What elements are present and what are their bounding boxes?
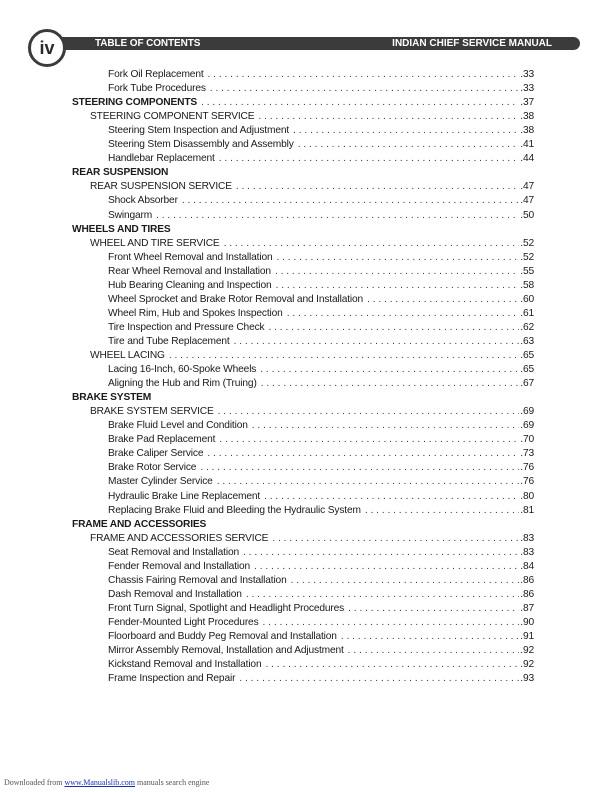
toc-entry[interactable]	[90, 532, 534, 546]
toc-entry[interactable]	[72, 96, 534, 110]
toc-leader-dots	[239, 672, 519, 686]
toc-entry-page: .91	[520, 631, 534, 642]
toc-leader-dots	[236, 180, 519, 194]
toc-entry-title: Fork Oil Replacement	[108, 69, 204, 80]
toc-leader-dots	[265, 658, 519, 672]
toc-leader-dots	[264, 490, 519, 504]
toc-leader-dots	[217, 475, 520, 489]
toc-entry[interactable]	[108, 209, 534, 223]
toc-leader-dots	[219, 433, 519, 447]
toc-entry[interactable]	[108, 546, 534, 560]
toc-entry-title: WHEELS AND TIRES	[72, 223, 171, 235]
toc-entry[interactable]	[108, 82, 534, 96]
toc-leader-dots	[260, 363, 519, 377]
toc-entry-title: Wheel Sprocket and Brake Rotor Removal and Installation	[108, 293, 364, 305]
toc-entry-page: .52	[520, 237, 534, 249]
toc-entry-title: FRAME AND ACCESSORIES	[72, 518, 207, 530]
toc-entry[interactable]	[108, 504, 534, 518]
toc-entry-page: .83	[520, 532, 534, 544]
toc-entry[interactable]	[108, 307, 534, 321]
toc-entry[interactable]	[108, 265, 534, 279]
toc-leader-dots	[182, 194, 519, 208]
toc-entry-page: .33	[520, 83, 534, 95]
toc-entry-title: BRAKE SYSTEM	[72, 392, 152, 404]
toc-entry-page: .44	[520, 153, 534, 165]
toc-leader-dots	[348, 602, 519, 616]
toc-entry[interactable]	[90, 237, 534, 251]
toc-entry-page: .69	[520, 420, 534, 432]
toc-entry-page: .65	[520, 350, 534, 361]
toc-entry-page: .90	[520, 616, 534, 628]
toc-entry[interactable]	[108, 475, 534, 489]
toc-entry-page: .62	[520, 321, 534, 333]
page-number: iv	[39, 37, 55, 58]
toc-entry-page: .38	[520, 125, 534, 137]
toc-entry[interactable]	[108, 68, 534, 82]
toc-entry-title: Replacing Brake Fluid and Bleeding the Hydraulic System	[108, 504, 361, 516]
toc-entry-title: Brake Rotor Service	[108, 462, 197, 474]
toc-entry[interactable]	[108, 363, 534, 377]
toc-leader-dots	[201, 96, 519, 110]
toc-entry[interactable]	[108, 251, 534, 265]
toc-leader-dots	[272, 532, 519, 546]
toc-entry-page: .87	[520, 602, 534, 614]
toc-entry-page: .80	[520, 490, 534, 502]
toc-entry-title: Mirror Assembly Removal, Installation and Adjustment	[108, 645, 344, 657]
toc-entry-title: Dash Removal and Installation	[108, 588, 242, 600]
toc-entry-title: STEERING COMPONENTS	[72, 97, 198, 109]
toc-leader-dots	[261, 377, 520, 391]
toc-entry[interactable]	[108, 490, 534, 504]
toc-entry-title: Steering Stem Disassembly and Assembly	[108, 139, 294, 151]
toc-entry-title: Handlebar Replacement	[108, 153, 215, 165]
toc-entry-title: Brake Caliper Service	[108, 448, 204, 460]
toc-entry[interactable]	[108, 461, 534, 475]
toc-entry[interactable]	[108, 560, 534, 574]
toc-entry-page: .69	[520, 406, 534, 418]
toc-leader-dots	[263, 616, 520, 630]
toc-entry[interactable]	[108, 377, 534, 391]
toc-entry-title: Kickstand Removal and Installation	[108, 659, 262, 671]
toc-entry[interactable]	[108, 616, 534, 630]
toc-entry-title: Shock Absorber	[108, 195, 178, 207]
toc-leader-dots	[252, 419, 520, 433]
toc-entry-page: .61	[520, 307, 534, 319]
page-number-badge	[28, 29, 66, 67]
toc-entry[interactable]	[108, 138, 534, 152]
toc-entry[interactable]	[90, 405, 534, 419]
section-title: TABLE OF CONTENTS	[95, 38, 201, 49]
toc-entry-title: WHEEL LACING	[90, 350, 165, 361]
toc-entry[interactable]	[108, 672, 534, 686]
toc-entry-title: Tire Inspection and Pressure Check	[108, 321, 265, 333]
toc-entry[interactable]	[108, 658, 534, 672]
toc-entry-title: Swingarm	[108, 209, 153, 221]
toc-entry-title: Wheel Rim, Hub and Spokes Inspection	[108, 307, 283, 319]
toc-entry-title: Floorboard and Buddy Peg Removal and Installation	[108, 631, 337, 642]
toc-entry-title: Rear Wheel Removal and Installation	[108, 265, 271, 277]
toc-entry-title: Front Turn Signal, Spotlight and Headlight Procedures	[108, 602, 345, 614]
toc-entry-title: BRAKE SYSTEM SERVICE	[90, 406, 214, 418]
toc-entry[interactable]	[108, 433, 534, 447]
toc-entry-title: FRAME AND ACCESSORIES SERVICE	[90, 532, 269, 544]
toc-leader-dots	[218, 405, 520, 419]
toc-entry-title: Brake Fluid Level and Condition	[108, 420, 248, 432]
manual-title: INDIAN CHIEF SERVICE MANUAL	[392, 38, 552, 49]
toc-entry[interactable]	[108, 588, 534, 602]
toc-leader-dots	[275, 265, 519, 279]
toc-entry-title: Front Wheel Removal and Installation	[108, 251, 273, 263]
toc-entry[interactable]	[108, 574, 534, 588]
toc-entry-page: .86	[520, 588, 534, 600]
toc-entry-title: Tire and Tube Replacement	[108, 335, 230, 347]
toc-entry-page: .92	[520, 659, 534, 671]
toc-entry-page: .60	[520, 293, 534, 305]
toc-entry-page: .37	[520, 97, 534, 109]
toc-entry-title: Aligning the Hub and Rim (Truing)	[108, 378, 257, 390]
toc-entry-page: .47	[520, 195, 534, 207]
toc-entry-title: WHEEL AND TIRE SERVICE	[90, 237, 220, 249]
toc-leader-dots	[156, 209, 519, 223]
toc-entry-page: .52	[520, 251, 534, 263]
toc-leader-dots	[293, 124, 519, 138]
toc-leader-dots	[276, 251, 519, 265]
toc-entry[interactable]	[108, 293, 534, 307]
toc-leader-dots	[365, 504, 519, 518]
toc-leader-dots	[287, 307, 520, 321]
toc-entry-page: .38	[520, 111, 534, 123]
toc-entry-page: .65	[520, 364, 534, 376]
toc-entry-page: .55	[520, 265, 534, 277]
toc-entry[interactable]	[108, 644, 534, 658]
toc-entry-title: Fork Tube Procedures	[108, 83, 206, 95]
toc-entry[interactable]	[108, 124, 534, 138]
footer	[4, 778, 209, 787]
toc-leader-dots	[234, 335, 520, 349]
toc-entry[interactable]	[108, 419, 534, 433]
toc-leader-dots	[254, 560, 519, 574]
toc-entry-page: .47	[520, 181, 534, 193]
toc-entry[interactable]	[108, 321, 534, 335]
toc-entry-page: .86	[520, 574, 534, 586]
toc-entry[interactable]	[90, 110, 534, 124]
toc-entry-page: .83	[520, 546, 534, 558]
toc-leader-dots	[291, 574, 520, 588]
toc-leader-dots	[208, 68, 520, 82]
toc-entry-title: Hydraulic Brake Line Replacement	[108, 490, 261, 502]
toc-entry-page: .76	[520, 462, 534, 474]
toc-leader-dots	[298, 138, 520, 152]
toc-leader-dots	[268, 321, 519, 335]
toc-entry-page: .50	[520, 209, 534, 221]
toc-leader-dots	[169, 349, 519, 363]
toc-leader-dots	[210, 82, 519, 96]
toc-leader-dots	[219, 152, 520, 166]
toc-entry-page: .33	[520, 69, 534, 80]
toc-leader-dots	[246, 588, 519, 602]
toc-entry-title: Fender Removal and Installation	[108, 560, 251, 572]
toc-entry-title: Frame Inspection and Repair	[108, 673, 236, 685]
toc-entry-page: .93	[520, 673, 534, 685]
toc-entry-page: .84	[520, 560, 534, 572]
toc-leader-dots	[348, 644, 520, 658]
toc-entry[interactable]	[72, 518, 534, 532]
toc-leader-dots	[200, 461, 519, 475]
toc-entry[interactable]	[108, 447, 534, 461]
toc-entry[interactable]	[108, 602, 534, 616]
toc-entry-title: Hub Bearing Cleaning and Inspection	[108, 279, 272, 291]
toc-entry-title: Lacing 16-Inch, 60-Spoke Wheels	[108, 364, 257, 376]
toc-leader-dots	[276, 279, 520, 293]
toc-entry-page: .81	[520, 504, 534, 516]
toc-entry-page: .63	[520, 335, 534, 347]
toc-entry-title: REAR SUSPENSION SERVICE	[90, 181, 232, 193]
toc-entry[interactable]	[108, 152, 534, 166]
toc-entry-title: Seat Removal and Installation	[108, 546, 239, 558]
toc-entry-page: .67	[520, 378, 534, 390]
toc-leader-dots	[243, 546, 519, 560]
toc-entry[interactable]	[108, 279, 534, 293]
toc-entry-page: .73	[520, 448, 534, 460]
toc-entry[interactable]	[72, 391, 534, 405]
toc-leader-dots	[341, 630, 519, 644]
toc-entry-page: .58	[520, 279, 534, 291]
toc-entry[interactable]	[108, 630, 534, 644]
toc-leader-dots	[258, 110, 519, 124]
footer-suffix: manuals search engine	[137, 778, 210, 787]
toc-entry-title: REAR SUSPENSION	[72, 167, 169, 179]
footer-prefix: Downloaded from	[4, 778, 63, 787]
toc-entry-title: Fender-Mounted Light Procedures	[108, 616, 259, 628]
toc-entry[interactable]	[72, 223, 534, 237]
toc-leader-dots	[367, 293, 519, 307]
toc-entry-title: STEERING COMPONENT SERVICE	[90, 111, 255, 123]
toc-entry-page: .70	[520, 434, 534, 446]
toc-entry[interactable]	[90, 180, 534, 194]
toc-entry-page: .41	[520, 139, 534, 151]
toc-entry-title: Brake Pad Replacement	[108, 434, 216, 446]
footer-link[interactable]: www.Manualslib.com	[64, 778, 136, 787]
toc-entry-page: .92	[520, 645, 534, 657]
toc-entry[interactable]	[108, 335, 534, 349]
toc-entry-title: Chassis Fairing Removal and Installation	[108, 574, 287, 586]
toc-entry[interactable]	[90, 349, 534, 363]
toc-entry-title: Master Cylinder Service	[108, 476, 213, 488]
toc-entry[interactable]	[72, 166, 534, 180]
toc-entry[interactable]	[108, 194, 534, 208]
toc-leader-dots	[207, 447, 519, 461]
toc-entry-title: Steering Stem Inspection and Adjustment	[108, 125, 290, 137]
toc-entry-page: .76	[520, 476, 534, 488]
toc-leader-dots	[224, 237, 520, 251]
